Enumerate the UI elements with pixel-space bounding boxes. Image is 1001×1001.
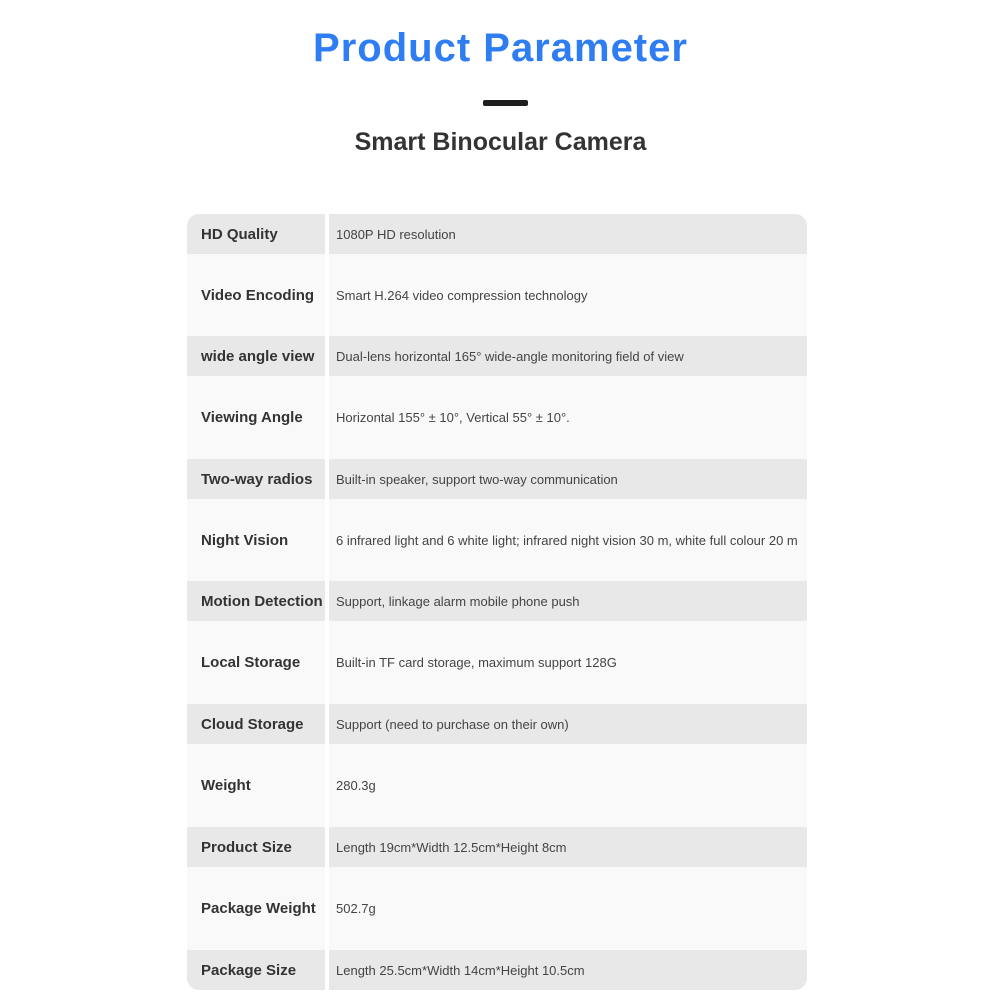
- page-subtitle: Smart Binocular Camera: [354, 128, 647, 156]
- table-row: [187, 950, 807, 990]
- param-label: Two-way radios: [201, 470, 313, 488]
- table-row: [187, 376, 807, 459]
- param-value: Horizontal 155° ± 10°, Vertical 55° ± 10°.: [336, 410, 570, 425]
- param-label: Cloud Storage: [201, 715, 304, 733]
- table-row: [187, 336, 807, 376]
- param-label: Product Size: [201, 838, 292, 856]
- param-value: 280.3g: [336, 778, 376, 793]
- table-row: [187, 827, 807, 867]
- parameter-table: [187, 214, 807, 990]
- param-label: Video Encoding: [201, 286, 315, 304]
- param-label: HD Quality: [201, 225, 278, 243]
- table-row: [187, 621, 807, 704]
- param-value: Support, linkage alarm mobile phone push: [336, 593, 580, 609]
- param-label: Package Size: [201, 961, 297, 979]
- table-row: [187, 867, 807, 950]
- param-label: Package Weight: [201, 900, 316, 917]
- param-value: Length 19cm*Width 12.5cm*Height 8cm: [336, 839, 567, 855]
- table-row: [187, 214, 807, 254]
- table-row: [187, 581, 807, 621]
- table-row: [187, 459, 807, 499]
- param-value: Built-in TF card storage, maximum support 128G: [336, 655, 617, 670]
- param-value: Smart H.264 video compression technology: [336, 287, 588, 303]
- param-value: 6 infrared light and 6 white light; infrared night vision 30 m, white full colour 20 m: [336, 532, 798, 548]
- title-divider: [483, 100, 528, 106]
- table-row: [187, 254, 807, 336]
- table-row: [187, 499, 807, 581]
- page-title: Product Parameter: [313, 26, 688, 70]
- param-value: 502.7g: [336, 901, 376, 916]
- param-value: 1080P HD resolution: [336, 226, 456, 242]
- param-value: Dual-lens horizontal 165° wide-angle monitoring field of view: [336, 348, 684, 364]
- param-label: Night Vision: [201, 531, 289, 549]
- param-label: Motion Detection: [201, 592, 323, 610]
- param-label: Local Storage: [201, 654, 301, 671]
- param-value: Support (need to purchase on their own): [336, 716, 569, 732]
- param-value: Length 25.5cm*Width 14cm*Height 10.5cm: [336, 962, 585, 978]
- param-label: Weight: [201, 777, 251, 794]
- table-row: [187, 704, 807, 744]
- param-label: Viewing Angle: [201, 409, 303, 426]
- param-value: Built-in speaker, support two-way communication: [336, 471, 618, 487]
- param-label: wide angle view: [201, 347, 315, 365]
- table-row: [187, 744, 807, 827]
